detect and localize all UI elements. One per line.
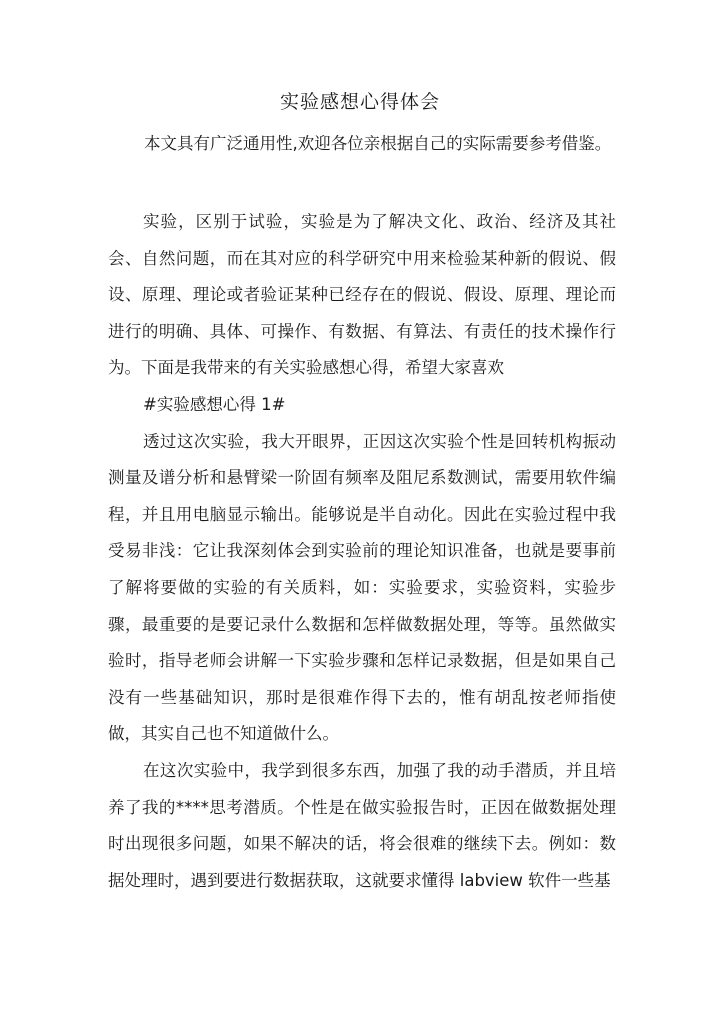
document-subtitle: 本文具有广泛通用性,欢迎各位亲根据自己的实际需要参考借鉴。 <box>144 134 612 153</box>
body-paragraph: 在这次实验中，我学到很多东西，加强了我的动手潜质，并且培养了我的****思考潜质。个性是在做实验报告时，正因在做数据处理时出现很多问题，如果不解决的话，将会很难的继续下去。例如：数据处理时，遇到要进行数据获取，这就要求懂得 labview 软件一些基 <box>108 760 616 890</box>
document-body <box>108 204 616 899</box>
document-title: 实验感想心得体会 <box>279 91 440 113</box>
section-heading: #实验感想心得 1# <box>143 394 286 414</box>
intro-paragraph: 实验，区别于试验，实验是为了解决文化、政治、经济及其社会、自然问题，而在其对应的科学研究中用来检验某种新的假说、假设、原理、理论或者验证某种已经存在的假说、假设、原理、理论而进行的明确、具体、可操作、有数据、有算法、有责任的技术操作行为。下面是我带来的有关实验感想心得，希望大家喜欢 <box>108 212 616 378</box>
body-paragraph: 透过这次实验，我大开眼界，正因这次实验个性是回转机构振动测量及谱分析和悬臂梁一阶固有频率及阻尼系数测试，需要用软件编程，并且用电脑显示输出。能够说是半自动化。因此在实验过程中我受易非浅：它让我深刻体会到实验前的理论知识准备，也就是要事前了解将要做的实验的有关质料，如：实验要求，实验资料，实验步骤，最重要的是要记录什么数据和怎样做数据处理，等等。虽然做实验时，指导老师会讲解一下实验步骤和怎样记录数据，但是如果自己没有一些基础知识，那时是很难作得下去的，惟有胡乱按老师指使做，其实自己也不知道做什么。 <box>108 431 616 744</box>
